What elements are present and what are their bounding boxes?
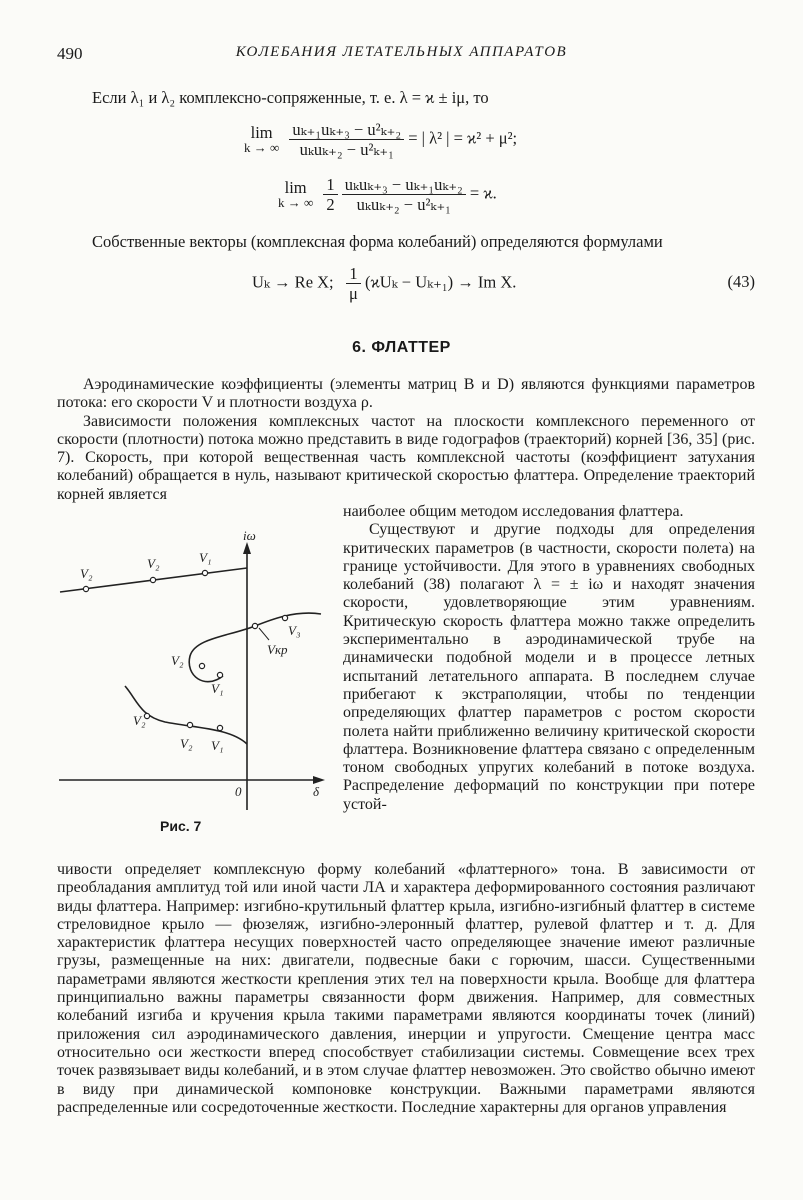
paragraph: наиболее общим методом исследования флаттера. bbox=[343, 503, 684, 520]
point-v1-top bbox=[202, 570, 207, 575]
label-v1-top: V₁ bbox=[199, 550, 212, 565]
label-vkr: Vкр bbox=[267, 642, 288, 657]
point-vkr bbox=[252, 623, 257, 628]
point-v2-top bbox=[83, 586, 88, 591]
label-v2-low-b: V₂ bbox=[180, 736, 193, 751]
paragraph: чивости определяет комплексную форму колебаний «флаттерного» тона. В зависимости от преобладания амплитуд той или иной части ЛА и характера деформированного состояния различают виды флаттера. Например: изгибно-крутильный флаттер крыла, изгибно-изгибный флаттер в системе стреловидное крыло — фюзеляж, изгибно-элеронный флаттер, рулевой флаттер и т. д. Для характеристик флаттера несущих поверхностей часто определяющее значение имеют различные грузы, размещенные на них: двигатели, подвесные баки с горючим, шасси. Существенными параметрами являются жесткости крепления этих тел на поверхности крыла. Вообще для флаттера принципиально важны параметры связанности форм движения. Например, для совместных колебаний изгиба и кручения крыла такими параметрами являются координаты точек (линий) приложения сил аэродинамического давления, инерции и упругости. Смещение центра масс относительно оси жесткости вперед способствует стабилизации системы. Совмещение всех трех точек развязывает виды колебаний, и в этом случае флаттер невозможен. Это свойство обычно имеют в виду при динамической компоновке конструкции. Важными параметрами являются распределенные или сосредоточенные жесткости. Последние характерны для органов управления bbox=[57, 861, 755, 1116]
point-v3 bbox=[282, 615, 287, 620]
eigenvector-line: Собственные векторы (комплексная форма колебаний) определяются формулами bbox=[92, 232, 663, 251]
vkr-leader bbox=[259, 628, 269, 640]
label-v2-top-b: V₂ bbox=[147, 556, 160, 571]
equation-1: lim k → ∞ $\frac{\text{uₖ₊₁uₖ₊₃ − u²ₖ₊₂}}{\text{uₖuₖ₊₂ − u²ₖ₊₁}}$ = | λ² | = ϰ² + μ²; bbox=[244, 120, 518, 159]
equation-43: Uₖ → Re X; $\frac{1}{\mu}$ (ϰUₖ − Uₖ₊₁) → Im X. bbox=[252, 264, 517, 303]
paragraph: Зависимости положения комплексных частот на плоскости комплексного переменного от скорости (плотности) потока можно представить в виде годографов (траекторий) корней [36, 35] (рис. 7). Скорость, при которой вещественная часть комплексной частоты (коэффициент затухания колебаний) обращается в нуль, называют критической скоростью флаттера. Определение траекторий корней является bbox=[57, 412, 755, 503]
label-v2-mid: V₂ bbox=[171, 653, 184, 668]
equation-2: lim k → ∞ $\frac{1}{2}$ $\frac{\text{uₖuₖ₊₃ − uₖ₊₁uₖ₊₂}}{\text{uₖuₖ₊₂ − u²ₖ₊₁}}$ = ϰ. bbox=[278, 175, 497, 214]
point-v2-mid bbox=[199, 663, 204, 668]
x-axis-arrow bbox=[313, 776, 325, 784]
intro-line: Если λ₁ и λ₂ комплексно-сопряженные, т. е. λ = ϰ ± iμ, то bbox=[92, 88, 489, 107]
y-axis-arrow bbox=[243, 542, 251, 554]
paragraph-right-column bbox=[343, 503, 755, 814]
section-title: 6. ФЛАТТЕР bbox=[352, 339, 451, 356]
point-v1-mid bbox=[217, 672, 222, 677]
axis-label-iw: iω bbox=[243, 528, 256, 543]
axis-label-delta: δ bbox=[313, 784, 320, 799]
page-number: 490 bbox=[57, 44, 83, 63]
point-v2-low-b bbox=[187, 722, 192, 727]
point-v2-top-b bbox=[150, 577, 155, 582]
origin-label: 0 bbox=[235, 784, 242, 799]
paragraph-block-1 bbox=[57, 376, 755, 504]
paragraph: Аэродинамические коэффициенты (элементы матриц B и D) являются функциями параметров потока: его скорости V и плотности воздуха ρ. bbox=[57, 376, 755, 412]
paragraph-block-2 bbox=[57, 861, 755, 1117]
label-v2-top: V₂ bbox=[80, 566, 93, 581]
point-v1-low bbox=[217, 725, 222, 730]
label-v2-low-a: V₂ bbox=[133, 713, 146, 728]
equation-number: (43) bbox=[727, 272, 755, 291]
figure-caption: Рис. 7 bbox=[160, 818, 202, 834]
label-v3: V₃ bbox=[288, 623, 301, 638]
paragraph: Существуют и другие подходы для определения критических параметров (в частности, скорости полета) на границе устойчивости. Для этого в уравнениях свободных колебаний (38) полагают λ = ± iω и находят значения скорости, удовлетворяющие этим уравнениям. Критическую скорость флаттера можно также определить экспериментально в аэродинамической трубе на динамически подобной модели и в процессе летных испытаний летательного аппарата. В последнем случае прибегают к экстраполяции, чтобы по тенденции определяющих флаттер параметров с ростом скорости полета найти приближенно величину критической скорости флаттера. Возникновение флаттера связано с определенным тоном свободных упругих колебаний в потоке воздуха. Распределение деформаций по конструкции при потере устой- bbox=[343, 521, 755, 813]
label-v1-low: V₁ bbox=[211, 738, 224, 753]
running-title: КОЛЕБАНИЯ ЛЕТАТЕЛЬНЫХ АППАРАТОВ bbox=[235, 44, 568, 60]
root-locus-figure bbox=[55, 528, 340, 813]
label-v1-mid: V₁ bbox=[211, 681, 224, 696]
